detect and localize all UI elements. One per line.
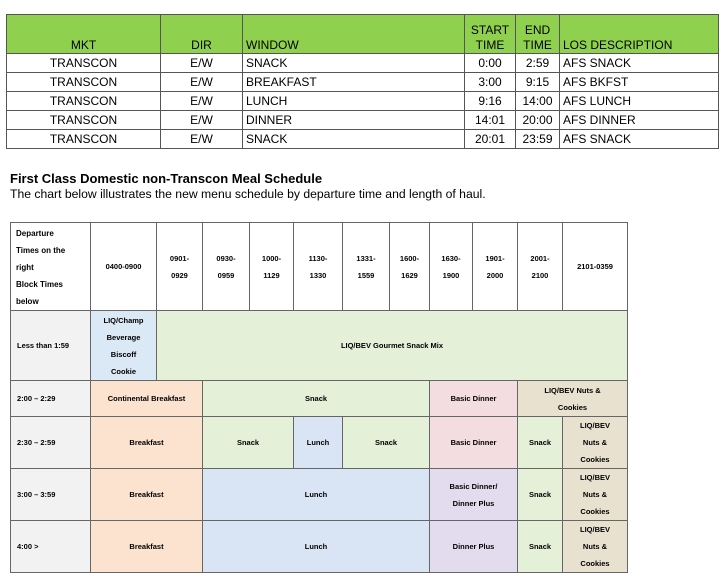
header-end-time [516,15,560,54]
table-row [7,130,719,149]
corner-line: below [16,297,39,306]
cell-dir: E/W [161,92,243,111]
cell-line: Dinner Plus [452,498,495,508]
continental-breakfast-cell: Continental Breakfast [91,381,203,417]
cell-window: SNACK [243,54,465,73]
cell-start: 3:00 [465,73,516,92]
time-col-text: 2100 [531,270,549,280]
cell-los: AFS BKFST [560,73,719,92]
cell-end: 14:00 [516,92,560,111]
header-window: WINDOW [243,15,465,54]
cell-dir: E/W [161,54,243,73]
time-col-header [563,223,628,311]
cell-line: Basic Dinner/ [449,481,498,491]
time-col-text: 1129 [263,270,280,280]
cell-line: Cookies [557,402,588,412]
time-col-text: 2001- [530,253,550,263]
header-start-time [465,15,516,54]
corner-line: Block Times [16,280,63,289]
header-mkt: MKT [7,15,161,54]
cell-mkt: TRANSCON [7,92,161,111]
time-col-text: 2101-0359 [577,262,613,271]
cell-start: 14:01 [465,111,516,130]
block-time-label: 2:00 – 2:29 [11,381,91,417]
market-window-table [6,14,719,149]
cell-mkt: TRANSCON [7,111,161,130]
time-col-header [343,223,390,311]
cell-line: Beverage [106,332,141,342]
cell-line: Nuts & [582,490,608,499]
cell-line: Nuts & [582,438,608,447]
cell-line: LIQ/BEV Nuts & [544,385,601,395]
nuts-cookies-cell [563,521,628,573]
cell-los: AFS LUNCH [560,92,719,111]
cell-window: LUNCH [243,92,465,111]
time-col-text: 1900 [442,270,460,280]
corner-line: Departure [16,229,54,238]
cell-end: 20:00 [516,111,560,130]
basic-dinner-cell: Basic Dinner [430,381,518,417]
schedule-row [11,469,628,521]
block-time-label: 4:00 > [11,521,91,573]
meal-schedule-table [10,222,628,573]
cell-line: LIQ/BEV [579,421,610,430]
corner-line: right [16,263,34,272]
time-col-text: 0400-0900 [105,262,142,271]
basic-dinner-cell: Basic Dinner [430,417,518,469]
cell-end: 2:59 [516,54,560,73]
schedule-row [11,311,628,381]
table-row [7,92,719,111]
market-table-header [7,15,719,54]
header-los-description: LOS DESCRIPTION [560,15,719,54]
cell-line: LIQ/Champ [103,315,144,325]
block-time-label: 3:00 – 3:59 [11,469,91,521]
dinner-cell: Dinner Plus [430,521,518,573]
cell-window: SNACK [243,130,465,149]
cell-line: Cookies [580,507,610,516]
cell-start: 20:01 [465,130,516,149]
breakfast-cell: Breakfast [91,469,203,521]
time-col-text: 0930- [216,253,236,263]
schedule-row [11,417,628,469]
time-col-header [390,223,430,311]
snack-cell: Snack [343,417,430,469]
nuts-cookies-cell [563,469,628,521]
snack-cell: Snack [203,417,294,469]
time-col-text: 1629 [401,270,418,280]
breakfast-cell: Breakfast [91,417,203,469]
lunch-cell: Lunch [203,521,430,573]
cell-line: Nuts & [582,542,608,551]
cell-line: Cookie [110,366,136,376]
schedule-title: First Class Domestic non-Transcon Meal Schedule [10,171,323,186]
cell-line: Cookies [580,559,610,568]
table-row [7,73,719,92]
schedule-row [11,521,628,573]
time-col-text: 1559 [357,270,375,280]
header-end-line2: TIME [523,38,552,52]
header-start-line2: TIME [475,38,505,52]
cell-line: Biscoff [110,349,137,359]
lunch-cell: Lunch [203,469,430,521]
cell-dir: E/W [161,130,243,149]
schedule-header-row [11,223,628,311]
cell-mkt: TRANSCON [7,54,161,73]
time-col-header [430,223,473,311]
cell-end: 9:15 [516,73,560,92]
time-col-text: 0959 [217,270,235,280]
cell-line: LIQ/BEV [579,525,610,534]
block-time-label: 2:30 – 2:59 [11,417,91,469]
cell-dir: E/W [161,111,243,130]
cell-window: DINNER [243,111,465,130]
block-time-label: Less than 1:59 [11,311,91,381]
cell-window: BREAKFAST [243,73,465,92]
time-col-text: 1130- [308,253,328,263]
cell-start: 9:16 [465,92,516,111]
cell-end: 23:59 [516,130,560,149]
header-end-line1: END [524,23,551,37]
time-col-header [203,223,250,311]
time-col-header [473,223,518,311]
header-start-line1: START [470,23,510,37]
dinner-cell [430,469,518,521]
schedule-row [11,381,628,417]
lunch-cell: Lunch [294,417,343,469]
cell-start: 0:00 [465,54,516,73]
time-col-header [250,223,294,311]
time-col-header [294,223,343,311]
time-col-text: 0901- [169,253,190,263]
table-row [7,54,719,73]
cell-mkt: TRANSCON [7,73,161,92]
cell-line: LIQ/BEV [579,473,610,482]
corner-header [11,223,91,311]
time-col-text: 1630- [441,253,461,263]
cell-dir: E/W [161,73,243,92]
time-col-header [518,223,563,311]
time-col-text: 2000 [486,270,504,280]
time-col-text: 1600- [399,253,420,263]
time-col-text: 0929 [171,270,188,280]
time-col-text: 1000- [261,253,282,263]
cell-mkt: TRANSCON [7,130,161,149]
snack-cell: Snack [518,417,563,469]
table-row [7,111,719,130]
snack-cell: Snack [203,381,430,417]
time-col-header [91,223,157,311]
time-col-header [157,223,203,311]
breakfast-cell: Breakfast [91,521,203,573]
snack-cell: Snack [518,469,563,521]
gourmet-snack-cell: LIQ/BEV Gourmet Snack Mix [157,311,628,381]
time-col-text: 1901- [485,253,505,263]
time-col-text: 1331- [356,253,376,263]
schedule-subtitle: The chart below illustrates the new menu schedule by departure time and length of haul. [10,187,486,201]
corner-line: Times on the [16,246,66,255]
header-dir: DIR [161,15,243,54]
snack-cell: Snack [518,521,563,573]
time-col-text: 1330 [309,270,327,280]
liq-champ-cell [91,311,157,381]
cell-los: AFS SNACK [560,54,719,73]
cell-los: AFS DINNER [560,111,719,130]
nuts-cookies-cell [518,381,628,417]
nuts-cookies-cell [563,417,628,469]
cell-los: AFS SNACK [560,130,719,149]
cell-line: Cookies [580,455,610,464]
